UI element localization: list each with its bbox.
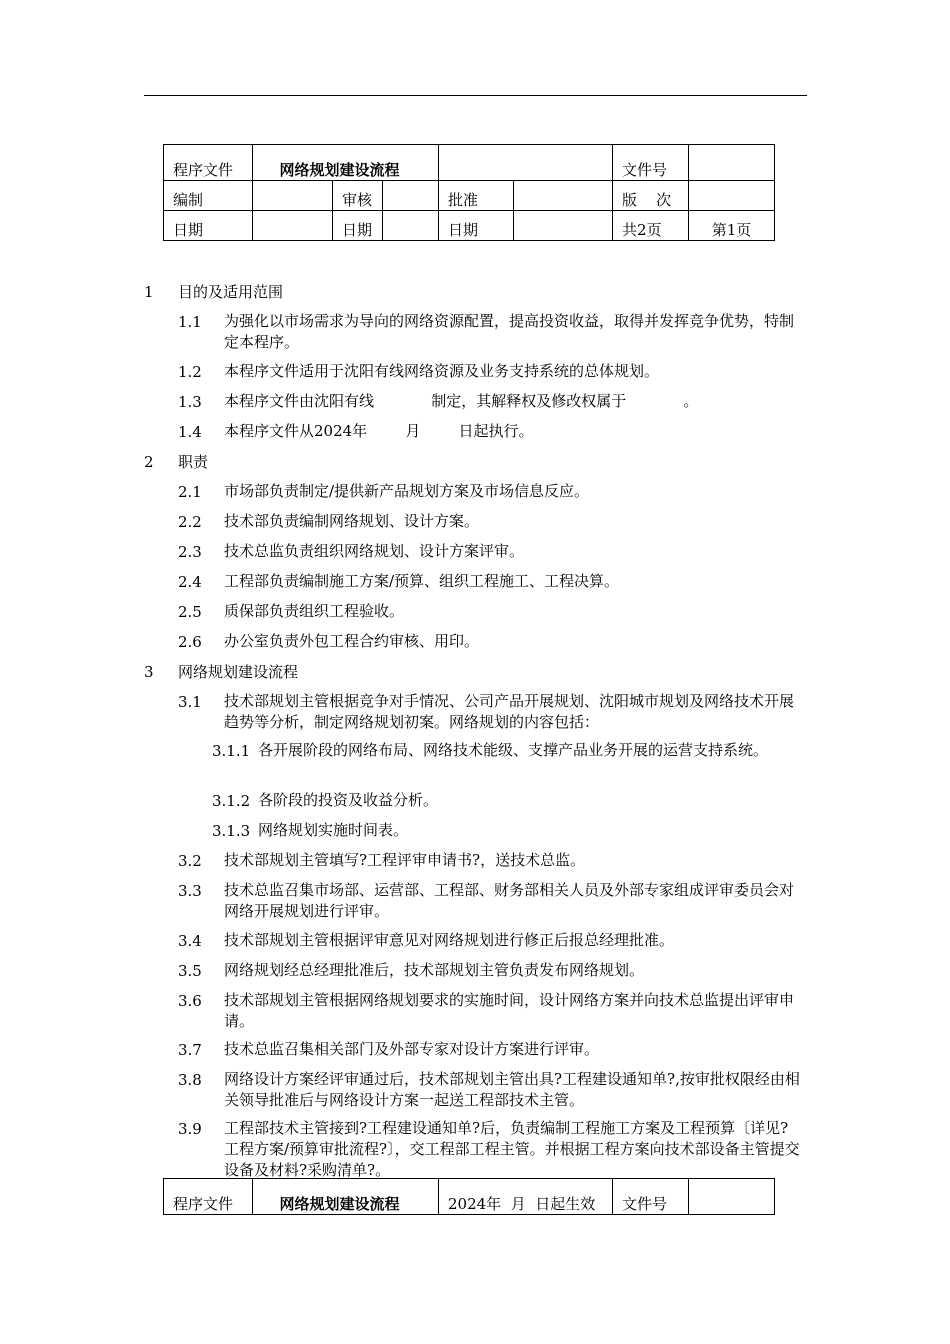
- subitem-text: 各阶段的投资及收益分析。: [258, 791, 439, 809]
- footer-table: [163, 1178, 775, 1215]
- item-text: 网络规划经总经理批准后，技术部规划主管负责发布网络规划。: [224, 961, 645, 979]
- item-number: 2.3: [178, 543, 202, 561]
- subitem-text: 各开展阶段的网络布局、网络技术能级、支撑产品业务开展的运营支持系统。: [258, 741, 769, 759]
- item-number: 2.4: [178, 573, 202, 591]
- item-text: 工程部技术主管接到?工程建设通知单?后，负责编制工程施工方案及工程预算〔详见?工程方案/预算审批流程?〕，交工程部工程主管。并根据工程方案向技术部设备主管提交设备及材料?采购清单?。: [224, 1119, 800, 1179]
- section-1-number: 1: [144, 283, 154, 301]
- date-label-1: 日期: [164, 211, 253, 241]
- item-text: 网络设计方案经评审通过后，技术部规划主管出具?工程建设通知单?,按审批权限经由相关领导批准后与网络设计方案一起送工程部技术主管。: [224, 1070, 800, 1109]
- item-number: 3.5: [178, 962, 202, 980]
- date-value-3: [514, 211, 613, 241]
- footer-effective: 2024年 月 日起生效: [439, 1179, 613, 1215]
- footer-doc-no-label: 文件号: [613, 1179, 689, 1215]
- section-1-title: 目的及适用范围: [178, 283, 284, 301]
- item-text: 本程序文件从2024年 月 日起执行。: [224, 422, 534, 440]
- item-number: 1.1: [178, 313, 202, 331]
- date-value-1: [253, 211, 333, 241]
- compile-value: [253, 181, 333, 211]
- header-blank: [439, 145, 613, 181]
- review-value: [383, 181, 439, 211]
- header-table: [163, 144, 775, 241]
- item-text: 技术总监召集市场部、运营部、工程部、财务部相关人员及外部专家组成评审委员会对网络开展规划进行评审。: [224, 881, 795, 920]
- item-number: 3.1: [178, 693, 202, 711]
- version-label: 版 次: [613, 181, 689, 211]
- item-number: 2.1: [178, 483, 202, 501]
- version-value: [689, 181, 775, 211]
- item-text: 质保部负责组织工程验收。: [224, 602, 405, 620]
- subitem-number: 3.1.2: [212, 792, 251, 810]
- item-text: 技术部规划主管根据评审意见对网络规划进行修正后报总经理批准。: [224, 931, 675, 949]
- item-text: 本程序文件由沈阳有线 制定，其解释权及修改权属于 。: [224, 392, 699, 410]
- item-text: 办公室负责外包工程合约审核、用印。: [224, 632, 480, 650]
- footer-doc-no: [689, 1179, 775, 1215]
- item-number: 3.3: [178, 882, 202, 900]
- doc-no-label: 文件号: [613, 145, 689, 181]
- item-number: 1.2: [178, 363, 202, 381]
- item-number: 3.9: [178, 1120, 202, 1138]
- item-text: 为强化以市场需求为导向的网络资源配置，提高投资收益，取得并发挥竞争优势，特制定本程序。: [224, 312, 795, 351]
- item-text: 技术总监召集相关部门及外部专家对设计方案进行评审。: [224, 1040, 600, 1058]
- header-label: 程序文件: [164, 145, 253, 181]
- subitem-number: 3.1.1: [212, 742, 251, 760]
- item-number: 3.6: [178, 992, 202, 1010]
- section-3-number: 3: [144, 663, 154, 681]
- item-text: 本程序文件适用于沈阳有线网络资源及业务支持系统的总体规划。: [224, 362, 660, 380]
- date-value-2: [383, 211, 439, 241]
- approve-label: 批准: [439, 181, 514, 211]
- section-2-title: 职责: [178, 453, 209, 471]
- page-number: 第1页: [689, 211, 775, 241]
- item-number: 3.7: [178, 1041, 202, 1059]
- top-rule: [144, 95, 807, 96]
- section-2-number: 2: [144, 453, 154, 471]
- item-number: 1.3: [178, 393, 202, 411]
- item-text: 技术部负责编制网络规划、设计方案。: [224, 512, 480, 530]
- header-title: 网络规划建设流程: [253, 145, 439, 181]
- subitem-text: 网络规划实施时间表。: [258, 821, 409, 839]
- date-label-2: 日期: [333, 211, 383, 241]
- item-text: 工程部负责编制施工方案/预算、组织工程施工、工程决算。: [224, 572, 620, 590]
- item-number: 3.4: [178, 932, 202, 950]
- item-number: 2.2: [178, 513, 202, 531]
- footer-title: 网络规划建设流程: [253, 1179, 439, 1215]
- item-number: 3.8: [178, 1071, 202, 1089]
- item-text: 技术总监负责组织网络规划、设计方案评审。: [224, 542, 525, 560]
- item-number: 1.4: [178, 423, 202, 441]
- approve-value: [514, 181, 613, 211]
- item-number: 2.5: [178, 603, 202, 621]
- doc-no: [689, 145, 775, 181]
- review-label: 审核: [333, 181, 383, 211]
- item-number: 2.6: [178, 633, 202, 651]
- footer-label: 程序文件: [164, 1179, 253, 1215]
- compile-label: 编制: [164, 181, 253, 211]
- date-label-3: 日期: [439, 211, 514, 241]
- item-text: 技术部规划主管填写?工程评审申请书?，送技术总监。: [224, 851, 586, 869]
- section-3-title: 网络规划建设流程: [178, 663, 299, 681]
- subitem-number: 3.1.3: [212, 822, 251, 840]
- total-pages: 共2页: [613, 211, 689, 241]
- item-number: 3.2: [178, 852, 202, 870]
- item-text: 技术部规划主管根据网络规划要求的实施时间，设计网络方案并向技术总监提出评审申请。: [224, 991, 795, 1030]
- item-text: 技术部规划主管根据竞争对手情况、公司产品开展规划、沈阳城市规划及网络技术开展趋势等分析，制定网络规划初案。网络规划的内容包括：: [224, 692, 795, 731]
- item-text: 市场部负责制定/提供新产品规划方案及市场信息反应。: [224, 482, 590, 500]
